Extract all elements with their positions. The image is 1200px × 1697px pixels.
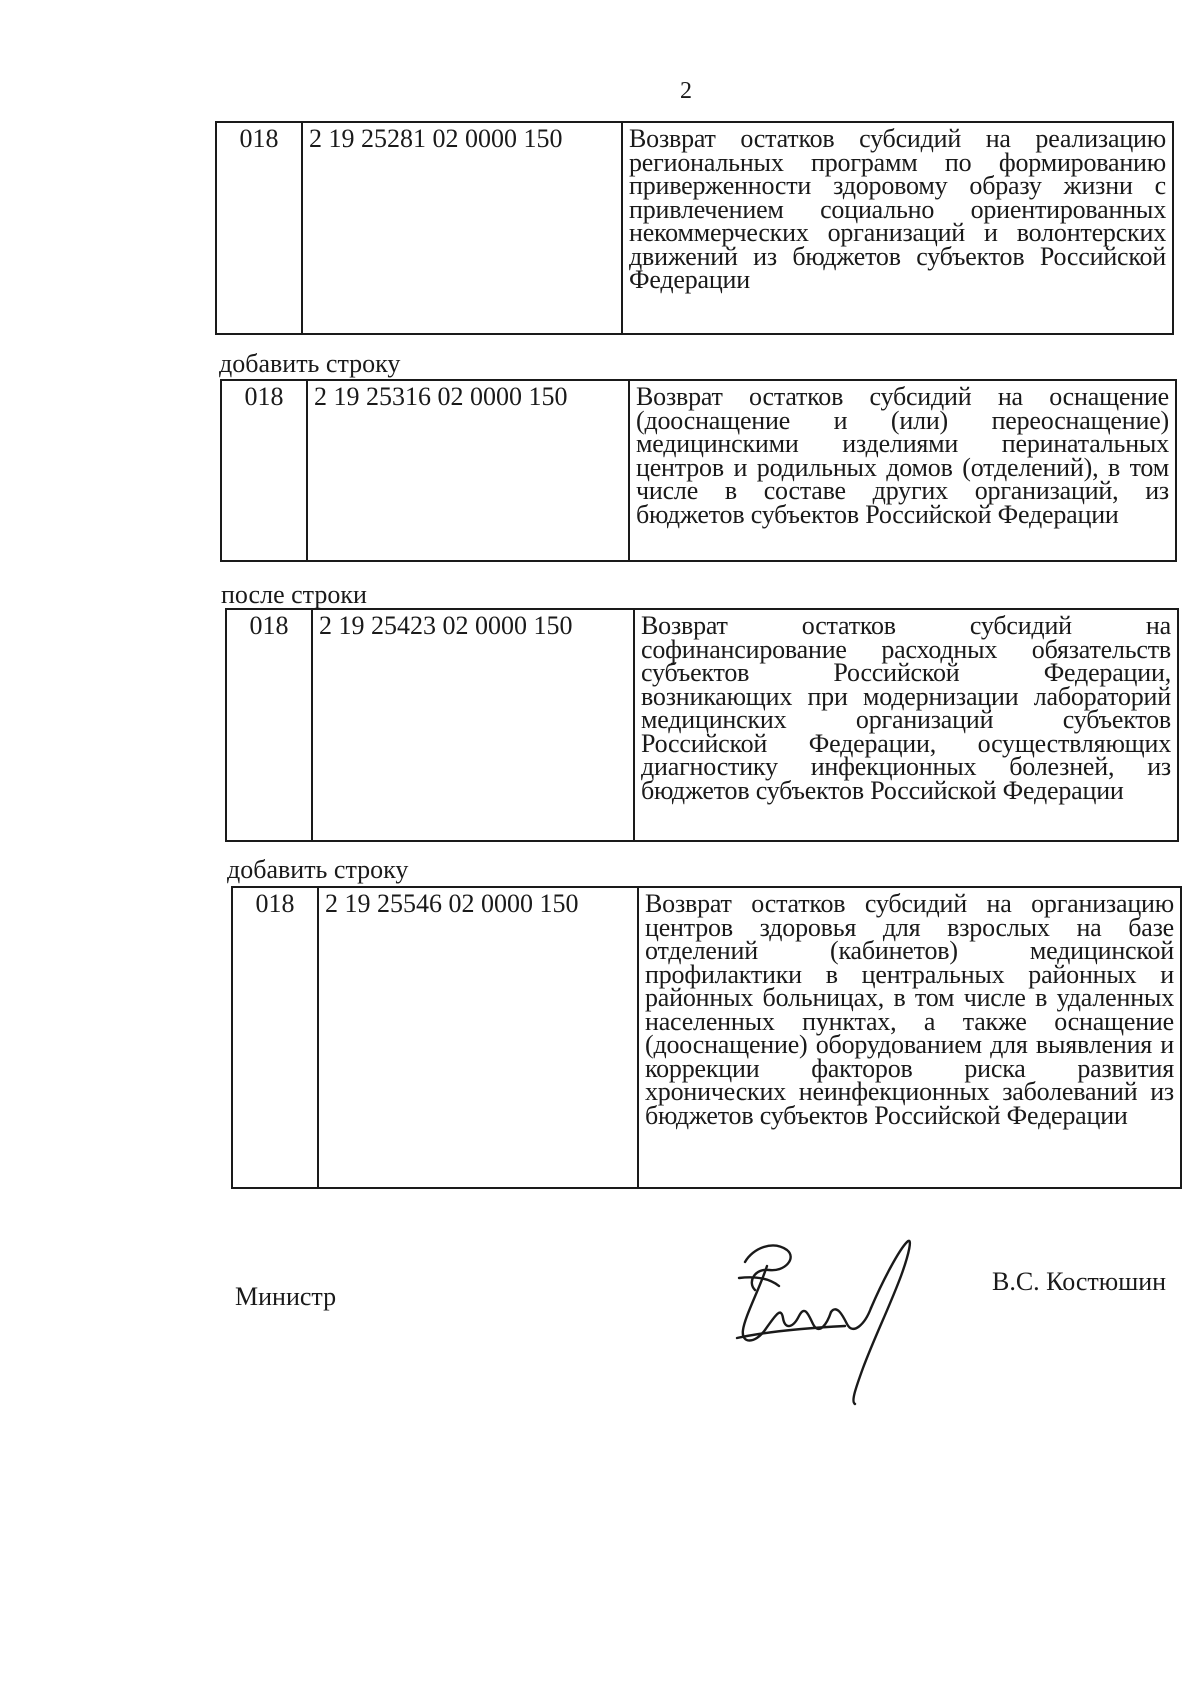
page-number: 2 — [680, 78, 692, 104]
description-text: Возврат остатков субсидий на организацию центров здоровья для взрослых на базе отделений (кабинетов) медицинской профилактики в центральных районных и районных больницах, в том числе в удаленных населенных пунктах, а также оснащение (дооснащение) оборудованием для выявления и коррекции факторов риска развития хронических неинфекционных заболеваний из бюджетов субъектов Российской Федерации — [645, 889, 1174, 1130]
signer-name: В.С. Костюшин — [992, 1267, 1167, 1296]
description-text: Возврат остатков субсидий на реализацию региональных программ по формированию приверженности здоровому образу жизни с привлечением социально ориентированных некоммерческих организаций и волонтерских движений из бюджетов субъектов Российской Федерации — [629, 124, 1166, 294]
signer-position: Министр — [235, 1282, 337, 1311]
table-cell-description — [622, 122, 1173, 334]
table-cell-kbk: 2 19 25281 02 0000 150 — [302, 122, 622, 334]
table-row — [231, 886, 1182, 1189]
instruction-text: добавить строку — [219, 349, 401, 378]
table-cell-kbk: 2 19 25546 02 0000 150 — [318, 887, 638, 1188]
table-cell-code: 018 — [216, 122, 302, 334]
handwritten-signature — [725, 1220, 925, 1415]
description-text: Возврат остатков субсидий на софинансирование расходных обязательств субъектов Российской Федерации, возникающих при модернизации лабораторий медицинских организаций субъектов Российской Федерации, осуществляющих диагностику инфекционных болезней, из бюджетов субъектов Российской Федерации — [641, 611, 1171, 805]
table-cell-code: 018 — [226, 609, 312, 841]
table-row — [215, 121, 1174, 335]
table-cell-description — [638, 887, 1181, 1188]
table-cell-kbk: 2 19 25423 02 0000 150 — [312, 609, 634, 841]
description-text: Возврат остатков субсидий на оснащение (дооснащение и (или) переоснащение) медицинскими изделиями перинатальных центров и родильных домов (отделений), в том числе в составе других организаций, из бюджетов субъектов Российской Федерации — [636, 382, 1169, 529]
table-row — [225, 608, 1179, 842]
table-cell-description — [634, 609, 1178, 841]
table-cell-kbk: 2 19 25316 02 0000 150 — [307, 380, 629, 561]
instruction-text: после строки — [221, 580, 367, 609]
table-cell-description — [629, 380, 1176, 561]
instruction-text: добавить строку — [227, 855, 409, 884]
table-cell-code: 018 — [232, 887, 318, 1188]
table-cell-code: 018 — [221, 380, 307, 561]
table-row — [220, 379, 1177, 562]
